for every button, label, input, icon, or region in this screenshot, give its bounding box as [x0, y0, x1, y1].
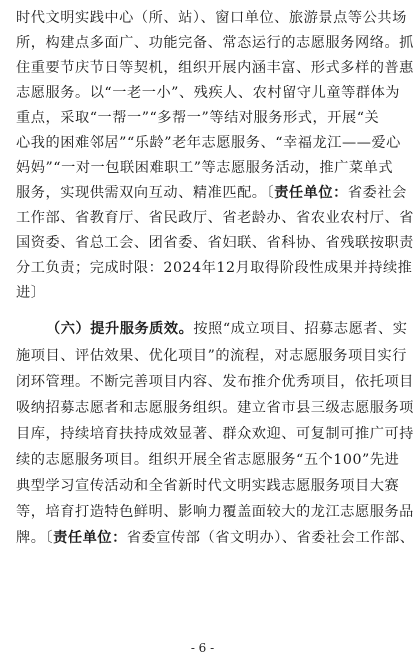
responsible-unit-label: 责任单位： [53, 530, 127, 546]
text-line: 续的志愿服务项目。组织开展全省志愿服务“五个100”先进 [16, 452, 400, 468]
text-line: 重点，采取“一帮一”“多帮一”等结对服务形式，开展“关 [16, 110, 380, 126]
text-line [16, 526, 414, 550]
text-line: 等，培育打造特色鲜明、影响力覆盖面较大的龙江志愿服务品 [16, 504, 414, 520]
section-heading: （六）提升服务质效。 [46, 321, 194, 337]
text-line: 志愿服务。以“一老一小”、残疾人、农村留守儿童等群体为 [16, 85, 401, 101]
page-number: - 6 - [190, 641, 215, 655]
text-line: 施项目、评估效果、优化项目”的流程，对志愿服务项目实行 [16, 348, 407, 364]
text-span: 服务，实现供需双向互动、精准匹配。〔 [16, 185, 275, 201]
text-line: 闭环管理。不断完善项目内容、发布推介优秀项目，依托项目 [16, 374, 414, 390]
text-line: 进〕 [16, 285, 46, 301]
text-line: 所，构建点多面广、功能完备、常态运行的志愿服务网络。抓 [16, 35, 414, 51]
text-span: 按照“成立项目、招募志愿者、实 [193, 321, 408, 337]
text-line: 心我的困难邻居”“乐龄”老年志愿服务、“幸福龙江——爱心 [16, 135, 401, 151]
responsible-unit-label: 责任单位： [274, 185, 348, 201]
text-line: 目库，持续培育扶持成效显著、群众欢迎、可复制可推广可持 [16, 426, 414, 442]
text-line: 时代文明实践中心（所、站）、窗口单位、旅游景点等公共场 [16, 10, 407, 26]
text-line: 分工负责；完成时限：2024年12月取得阶段性成果并持续推 [16, 260, 413, 276]
text-span: 牌。〔 [16, 530, 54, 546]
text-line: 典型学习宣传活动和全省新时代文明实践志愿服务项目大赛 [16, 478, 400, 494]
text-line: 国资委、省总工会、团省委、省妇联、省科协、省残联按职责 [16, 235, 414, 251]
text-line [16, 317, 408, 341]
text-line: 吸纳招募志愿者和志愿服务组织。建立省市县三级志愿服务项 [16, 400, 414, 416]
text-line: 工作部、省教育厅、省民政厅、省老龄办、省农业农村厅、省 [16, 210, 414, 226]
text-line: 住重要节庆节日等契机，组织开展内涵丰富、形式多样的普惠 [16, 60, 414, 76]
text-span: 省委宣传部（省文明办）、省委社会工作部、 [126, 530, 414, 546]
text-line [16, 181, 407, 205]
text-line: 妈妈”“一对一包联困难职工”等志愿服务活动，推广菜单式 [16, 160, 394, 176]
text-span: 省委社会 [347, 185, 407, 201]
